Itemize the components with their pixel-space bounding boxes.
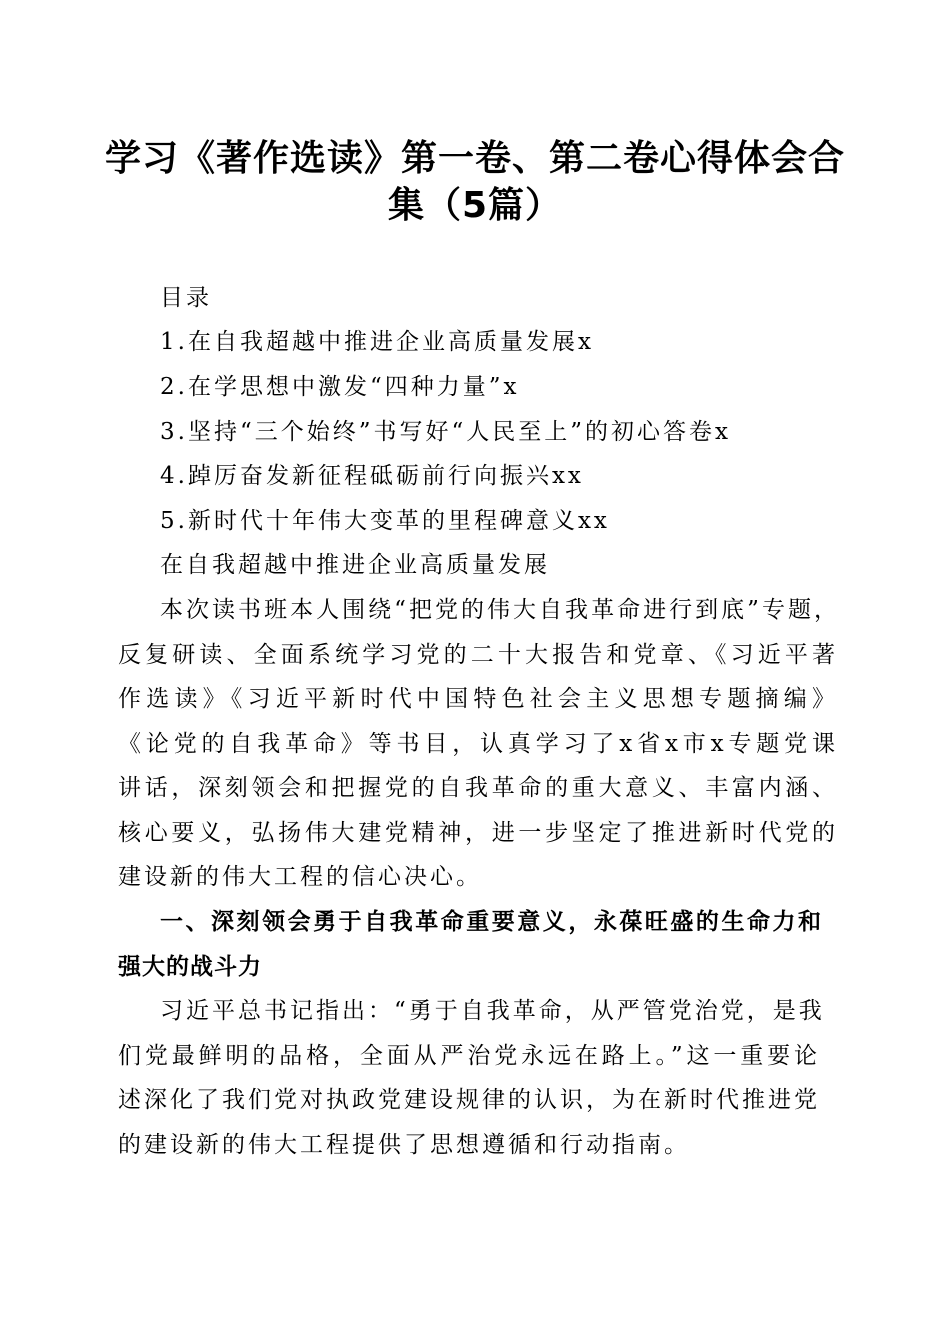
paragraph-1-line-5: 讲话，深刻领会和把握党的自我革命的重大意义、丰富内涵、 bbox=[118, 775, 838, 801]
toc-item-4: 4.踔厉奋发新征程砥砺前行向振兴xx bbox=[160, 463, 584, 489]
toc-label: 目录 bbox=[160, 285, 212, 311]
section-title: 在自我超越中推进企业高质量发展 bbox=[160, 552, 550, 578]
paragraph-1-line-4: 《论党的自我革命》等书目，认真学习了x省x市x专题党课 bbox=[118, 731, 838, 757]
document-title-line-1: 学习《著作选读》第一卷、第二卷心得体会合 bbox=[104, 138, 845, 179]
paragraph-1-line-6: 核心要义，弘扬伟大建党精神，进一步坚定了推进新时代党的 bbox=[118, 820, 838, 846]
toc-item-5: 5.新时代十年伟大变革的里程碑意义xx bbox=[160, 508, 610, 534]
toc-item-3: 3.坚持“三个始终”书写好“人民至上”的初心答卷x bbox=[160, 419, 731, 445]
toc-item-2: 2.在学思想中激发“四种力量”x bbox=[160, 374, 520, 400]
paragraph-1-line-1: 本次读书班本人围绕“把党的伟大自我革命进行到底”专题， bbox=[160, 597, 840, 623]
paragraph-2-line-2: 们党最鲜明的品格，全面从严治党永远在路上。”这一重要论 bbox=[118, 1043, 820, 1069]
heading-1-line-2: 强大的战斗力 bbox=[118, 954, 262, 980]
paragraph-2-line-4: 的建设新的伟大工程提供了思想遵循和行动指南。 bbox=[118, 1132, 690, 1158]
paragraph-1-line-2: 反复研读、全面系统学习党的二十大报告和党章、《习近平著 bbox=[118, 642, 838, 668]
toc-item-1: 1.在自我超越中推进企业高质量发展x bbox=[160, 329, 594, 355]
paragraph-2-line-3: 述深化了我们党对执政党建设规律的认识，为在新时代推进党 bbox=[118, 1087, 820, 1113]
paragraph-1-line-7: 建设新的伟大工程的信心决心。 bbox=[118, 864, 482, 890]
paragraph-2-line-1: 习近平总书记指出：“勇于自我革命，从严管党治党，是我 bbox=[160, 998, 825, 1024]
document-title-line-2: 集（5篇） bbox=[387, 185, 563, 226]
heading-1-line-1: 一、深刻领会勇于自我革命重要意义，永葆旺盛的生命力和 bbox=[160, 909, 822, 935]
paragraph-1-line-3: 作选读》《习近平新时代中国特色社会主义思想专题摘编》 bbox=[118, 686, 838, 712]
